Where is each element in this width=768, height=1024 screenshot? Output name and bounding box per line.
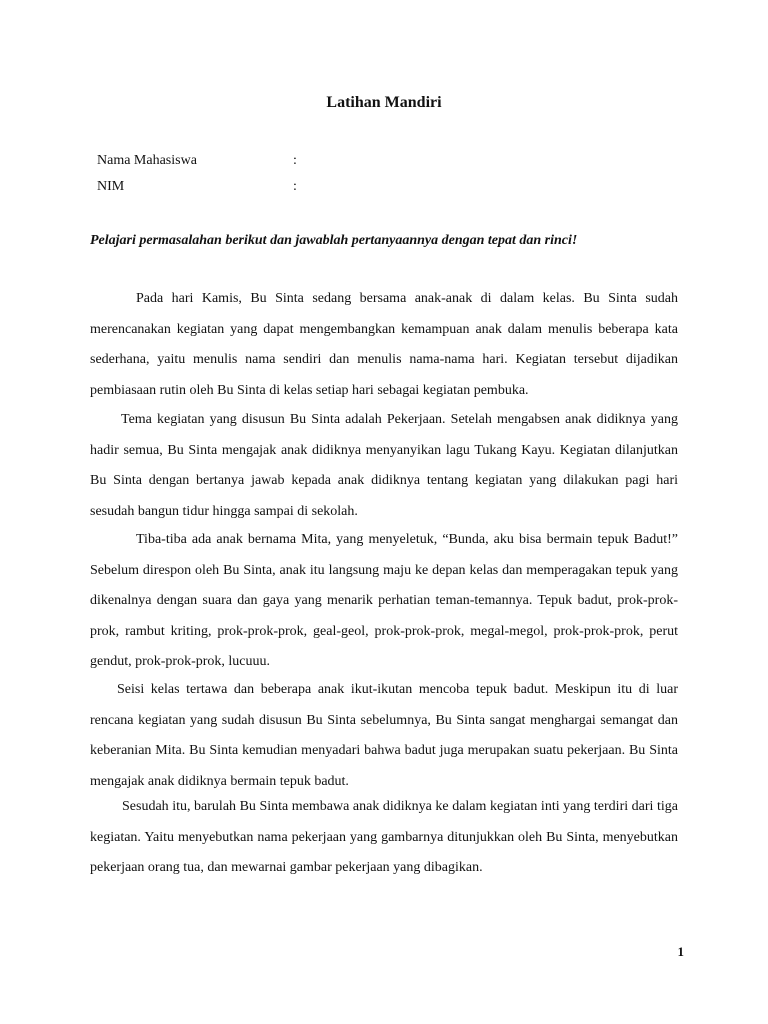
document-title: Latihan Mandiri: [326, 94, 442, 111]
field-nim: [97, 177, 397, 197]
paragraph-5: Sesudah itu, barulah Bu Sinta membawa anak didiknya ke dalam kegiatan inti yang terdiri dari tiga kegiatan. Yaitu menyebutkan nama pekerjaan yang gambarnya ditunjukkan oleh Bu Sinta, menyebutkan pekerjaan orang tua, dan mewarnai gambar pekerjaan yang dibagikan.: [90, 799, 678, 875]
paragraph-3: Tiba-tiba ada anak bernama Mita, yang menyeletuk, “Bunda, aku bisa bermain tepuk Badut!” Sebelum direspon oleh Bu Sinta, anak itu langsung maju ke depan kelas dan memperagakan tepuk yang dikenalnya dengan suara dan gaya yang menarik perhatian teman-temannya. Tepuk badut, prok-prok-prok, rambut kriting, prok-prok-prok, geal-geol, prok-prok-prok, megal-megol, prok-prok-prok, perut gendut, prok-prok-prok, lucuuu.: [90, 532, 678, 669]
field-label: Nama Mahasiswa: [97, 153, 197, 168]
page-number: 1: [677, 944, 684, 959]
field-label: NIM: [97, 179, 125, 194]
field-separator: :: [293, 153, 297, 168]
field-separator: :: [293, 179, 297, 194]
instruction-text: Pelajari permasalahan berikut dan jawablah pertanyaannya dengan tepat dan rinci!: [90, 233, 578, 248]
paragraph-4: Seisi kelas tertawa dan beberapa anak ikut-ikutan mencoba tepuk badut. Meskipun itu di luar rencana kegiatan yang sudah disusun Bu Sinta sebelumnya, Bu Sinta sangat menghargai semangat dan keberanian Mita. Bu Sinta kemudian menyadari bahwa badut juga merupakan suatu pekerjaan. Bu Sinta mengajak anak didiknya bermain tepuk badut.: [90, 682, 678, 789]
paragraph-1: Pada hari Kamis, Bu Sinta sedang bersama anak-anak di dalam kelas. Bu Sinta sudah merencanakan kegiatan yang dapat mengembangkan kemampuan anak dalam menulis beberapa kata sederhana, yaitu menulis nama sendiri dan menulis nama-nama hari. Kegiatan tersebut dijadikan pembiasaan rutin oleh Bu Sinta di kelas setiap hari sebagai kegiatan pembuka.: [90, 291, 678, 398]
paragraph-2: Tema kegiatan yang disusun Bu Sinta adalah Pekerjaan. Setelah mengabsen anak didiknya yang hadir semua, Bu Sinta mengajak anak didiknya menyanyikan lagu Tukang Kayu. Kegiatan dilanjutkan Bu Sinta dengan bertanya jawab kepada anak didiknya tentang kegiatan yang dilakukan pagi hari sesudah bangun tidur hingga sampai di sekolah.: [90, 412, 678, 519]
field-nama-mahasiswa: [97, 151, 397, 171]
